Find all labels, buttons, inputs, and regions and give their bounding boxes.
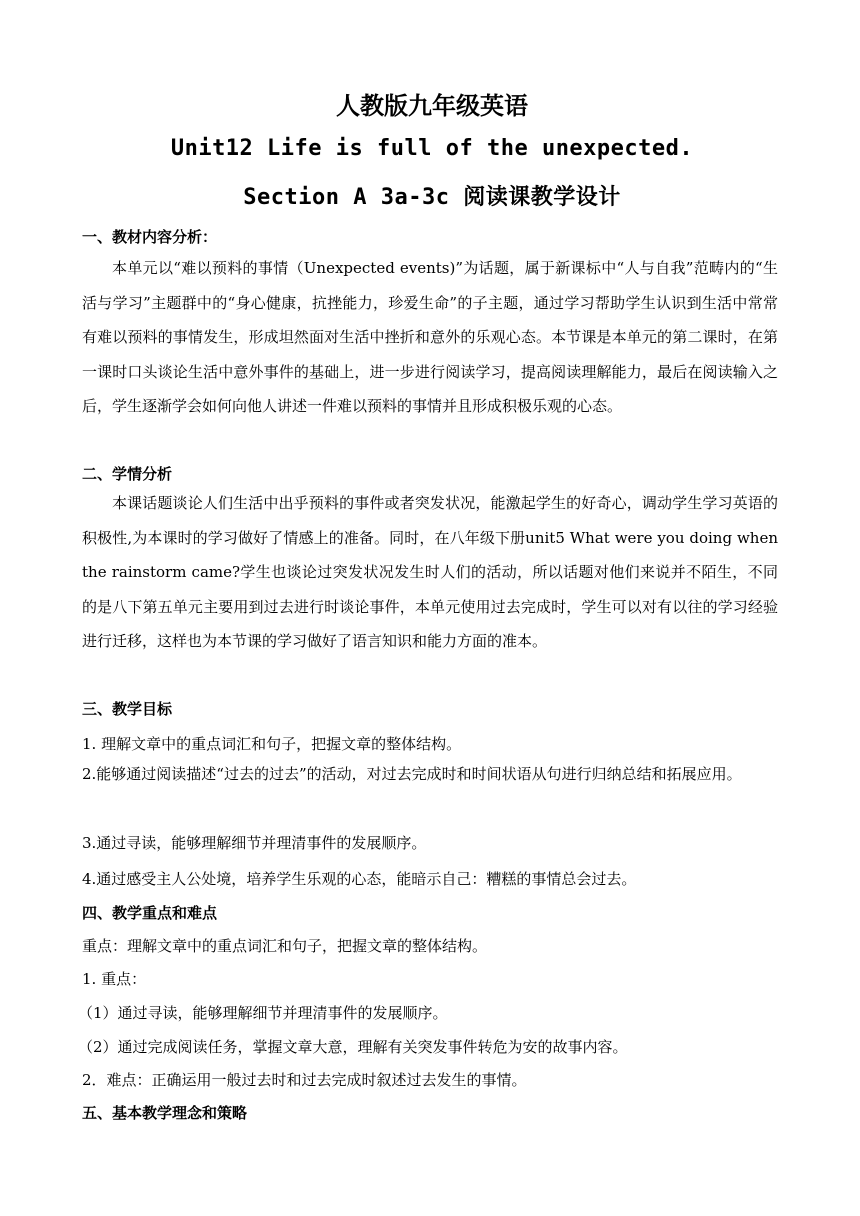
objective-item-2: 2.能够通过阅读描述“过去的过去”的活动，对过去完成时和时间状语从句进行归纳总结和拓展应用。: [82, 765, 742, 783]
material-analysis-paragraph: 本单元以“难以预料的事情（Unexpected events)”为话题，属于新课标中“人与自我”范畴内的“生活与学习”主题群中的“身心健康，抗挫能力，珍爱生命”的子主题，通过学习帮助学生认识到生活中常常有难以预料的事情发生，形成坦然面对生活中挫折和意外的乐观心态。本节课是本单元的第二课时，在第一课时口头谈论生活中意外事件的基础上，进一步进行阅读学习，提高阅读理解能力，最后在阅读输入之后，学生逐渐学会如何向他人讲述一件难以预料的事情并且形成积极乐观的心态。: [82, 259, 778, 416]
key-point-sub-1: （1）通过寻读，能够理解细节并理清事件的发展顺序。: [78, 1004, 448, 1022]
objective-item-3: 3.通过寻读，能够理解细节并理清事件的发展顺序。: [82, 834, 427, 852]
objective-item-4: 4.通过感受主人公处境，培养学生乐观的心态，能暗示自己：糟糕的事情总会过去。: [82, 870, 637, 888]
difficult-point: 2．难点：正确运用一般过去时和过去完成时叙述过去发生的事情。: [82, 1071, 527, 1089]
key-point-summary: 重点：理解文章中的重点词汇和句子，把握文章的整体结构。: [82, 937, 488, 955]
objective-item-1: 1. 理解文章中的重点词汇和句子，把握文章的整体结构。: [82, 735, 462, 753]
unit-title: Unit12 Life is full of the unexpected.: [170, 136, 694, 161]
section-heading-material-analysis: 一、教材内容分析：: [82, 228, 218, 246]
section-heading-key-difficult-points: 四、教学重点和难点: [82, 904, 218, 922]
key-point-label: 1. 重点：: [82, 970, 147, 988]
student-analysis-paragraph: 本课话题谈论人们生活中出乎预料的事件或者突发状况，能激起学生的好奇心，调动学生学习英语的积极性,为本课时的学习做好了情感上的准备。同时，在八年级下册unit5 What were you doing when the rainstorm came?学生也谈论过突发状况发生时人们的活动，所以话题对他们来说并不陌生，不同的是八下第五单元主要用到过去进行时谈论事件，本单元使用过去完成时，学生可以对有以往的学习经验进行迁移，这样也为本节课的学习做好了语言知识和能力方面的准本。: [82, 494, 778, 651]
key-point-sub-2: （2）通过完成阅读任务，掌握文章大意，理解有关突发事件转危为安的故事内容。: [78, 1038, 628, 1056]
section-title: Section A 3a-3c 阅读课教学设计: [243, 185, 621, 210]
section-heading-student-analysis: 二、学情分析: [82, 465, 173, 483]
section-heading-teaching-objectives: 三、教学目标: [82, 700, 173, 718]
document-title: 人教版九年级英语: [336, 92, 528, 120]
section-heading-teaching-philosophy: 五、基本教学理念和策略: [82, 1104, 248, 1122]
